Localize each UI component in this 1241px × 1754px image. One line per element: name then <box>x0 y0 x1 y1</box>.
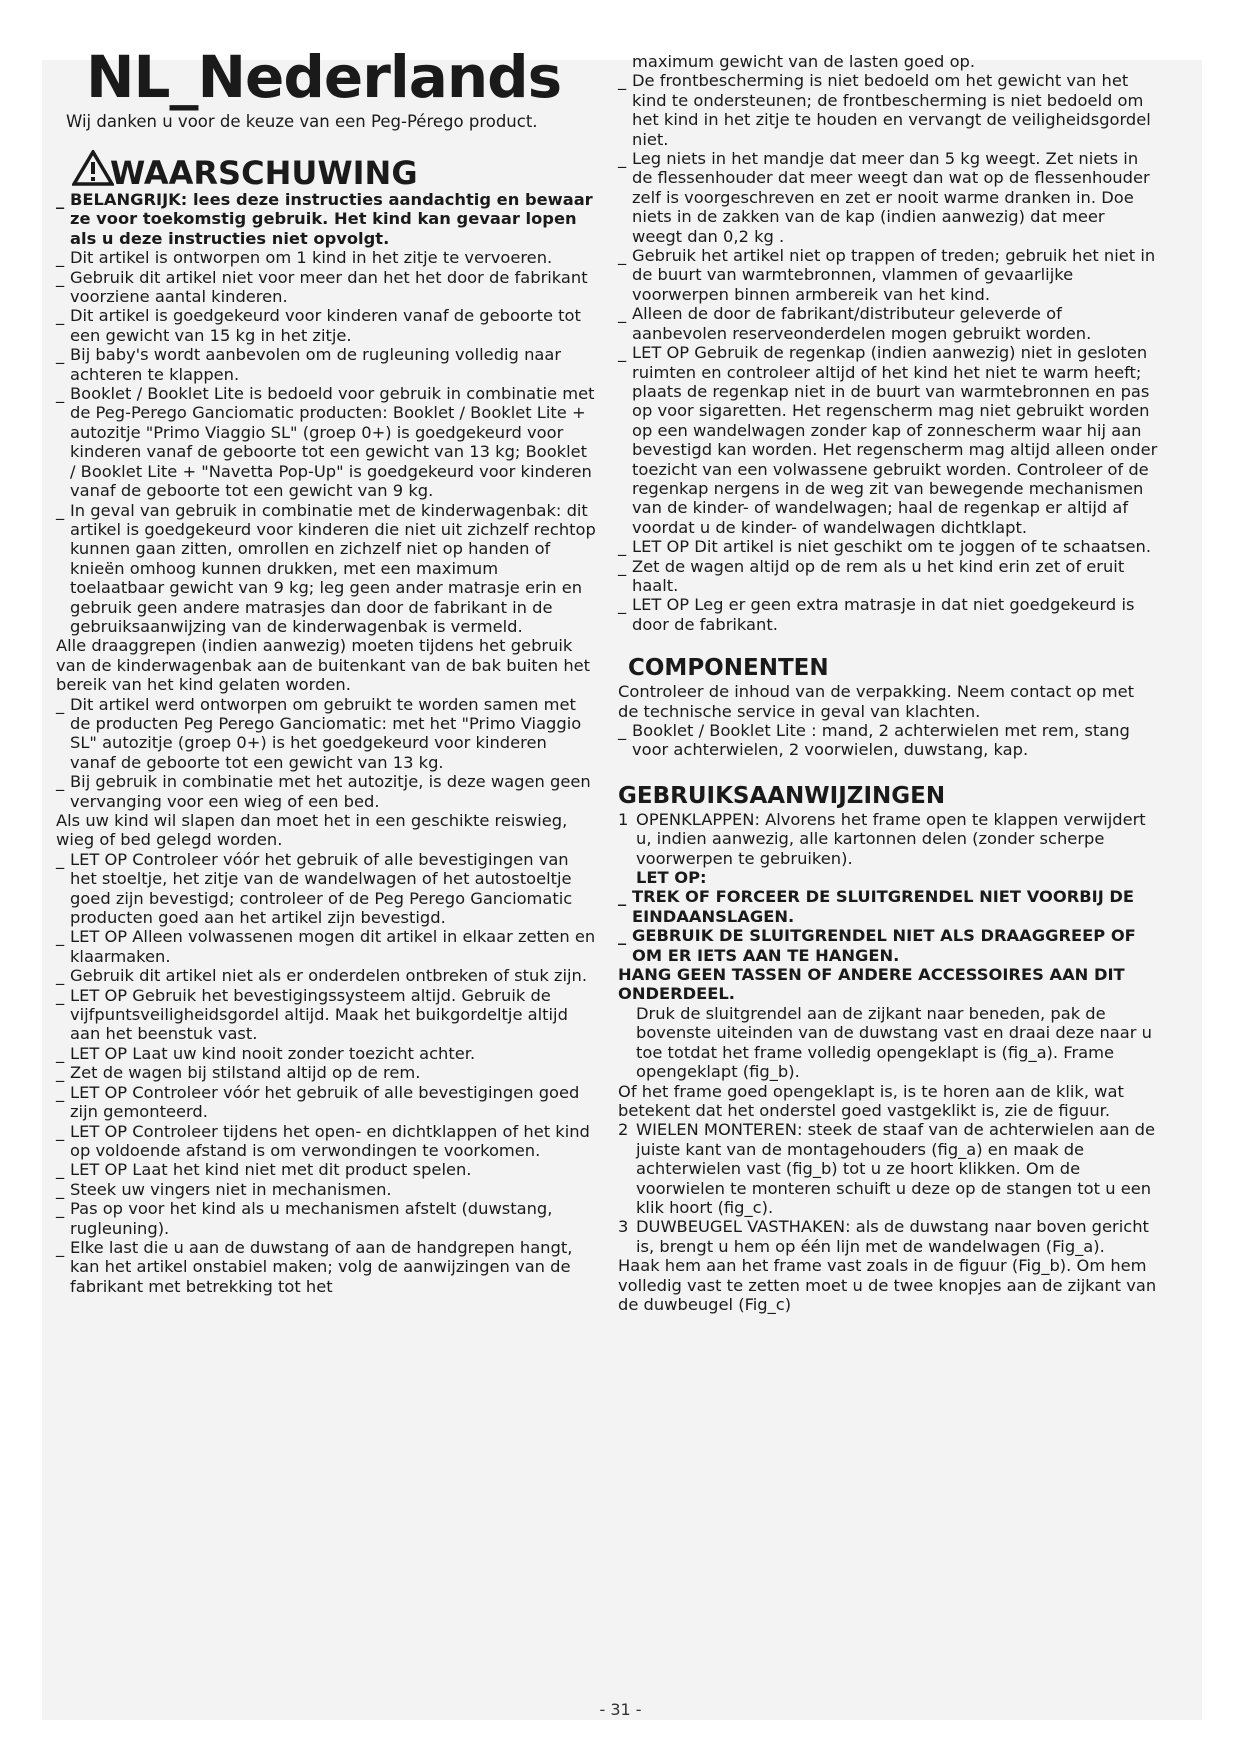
warning-list-item: _ LET OP Dit artikel is niet geschikt om te joggen of te schaatsen. <box>618 537 1158 556</box>
step-number: 3 <box>618 1217 629 1237</box>
letop-label: LET OP: <box>636 868 707 888</box>
components-item: _ Booklet / Booklet Lite : mand, 2 achterwielen met rem, stang voor achterwielen, 2 voorwielen, duwstang, kap. <box>618 721 1158 760</box>
warning-list-item: _ Pas op voor het kind als u mechanismen afstelt (duwstang, rugleuning). <box>56 1199 596 1238</box>
warning-list-item: _ LET OP Laat het kind niet met dit product spelen. <box>56 1160 596 1179</box>
page-title: NL_Nederlands <box>86 43 562 111</box>
components-heading: COMPONENTEN <box>628 655 829 682</box>
warning-list-item: _ Zet de wagen altijd op de rem als u het kind erin zet of eruit haalt. <box>618 557 1158 596</box>
warning-list-item: _ Bij gebruik in combinatie met het autozitje, is deze wagen geen vervanging voor een wieg of een bed. <box>56 772 596 811</box>
usage-step-2 <box>618 1120 1158 1217</box>
warning-list-item: _ Gebruik dit artikel niet voor meer dan het het door de fabrikant voorziene aantal kinderen. <box>56 268 596 307</box>
warning-list-item: _ LET OP Leg er geen extra matrasje in dat niet goedgekeurd is door de fabrikant. <box>618 595 1158 634</box>
usage-text: Haak hem aan het frame vast zoals in de figuur (Fig_b). Om hem volledig vast te zetten moet u de twee knopjes aan de zijkant van de duwbeugel (Fig_c) <box>618 1256 1157 1314</box>
warning-list-item: _ Zet de wagen bij stilstand altijd op de rem. <box>56 1063 596 1082</box>
warning-list-item: _ Elke last die u aan de duwstang of aan de handgrepen hangt, kan het artikel onstabiel maken; volg de aanwijzingen van de fabrikant met betrekking tot het <box>56 1238 596 1296</box>
warning-icon <box>72 150 114 191</box>
warning-list-item: _ Dit artikel is ontworpen om 1 kind in het zitje te vervoeren. <box>56 248 596 267</box>
warning-list-item: _ Steek uw vingers niet in mechanismen. <box>56 1180 596 1199</box>
usage-text: Druk de sluitgrendel aan de zijkant naar beneden, pak de bovenste uiteinden van de duwstang vast en draai deze naar u toe totdat het frame volledig opengeklapt is (fig_a). Frame opengeklapt (fig_b). <box>636 1003 1152 1082</box>
warning-list-item: _ Alleen de door de fabrikant/distributeur geleverde of aanbevolen reserveonderdelen mogen gebruikt worden. <box>618 304 1158 343</box>
usage-heading: GEBRUIKSAANWIJZINGEN <box>618 782 946 809</box>
right-list <box>618 52 1158 634</box>
usage-warning: HANG GEEN TASSEN OF ANDERE ACCESSOIRES AAN DIT ONDERDEEL. <box>618 965 1125 1004</box>
right-column <box>618 52 1158 1314</box>
warning-list-item: _ LET OP Controleer tijdens het open- en dichtklappen of het kind op voldoende afstand is om verwondingen te voorkomen. <box>56 1122 596 1161</box>
warning-list-item: _ LET OP Gebruik het bevestigingssysteem altijd. Gebruik de vijfpuntsveiligheidsgordel altijd. Maak het buikgordeltje altijd aan het beenstuk vast. <box>56 986 596 1044</box>
warning-text: maximum gewicht van de lasten goed op. <box>632 52 976 71</box>
warning-list-item: _ Gebruik het artikel niet op trappen of treden; gebruik het niet in de buurt van warmtebronnen, vlammen of gevaarlijke voorwerpen binnen armbereik van het kind. <box>618 246 1158 304</box>
warning-list-item: _ Gebruik dit artikel niet als er onderdelen ontbreken of stuk zijn. <box>56 966 596 985</box>
warning-list-item: _ In geval van gebruik in combinatie met de kinderwagenbak: dit artikel is goedgekeurd voor kinderen die niet uit zichzelf rechtop kunnen gaan zitten, omrollen en zichzelf niet op handen of knieën omhoog kunnen drukken, met een maximum toelaatbaar gewicht van 9 kg; leg geen ander matrasje erin en gebruik geen andere matrasjes dan door de fabrikant in de gebruiksaanwijzing van de kinderwagenbak is vermeld. <box>56 501 596 637</box>
warning-title: WAARSCHUWING <box>110 154 418 192</box>
warning-list-item: _ LET OP Gebruik de regenkap (indien aanwezig) niet in gesloten ruimten en controleer altijd of het kind het niet te warm heeft; plaats de regenkap niet in de buurt van warmtebronnen en pas op voor sigaretten. Het regenscherm mag niet gebruikt worden op een wandelwagen zonder kap of zonnescherm waar hij aan bevestigd kan worden. Het regenscherm mag altijd alleen onder toezicht van een volwassene gebruikt worden. Controleer of de regenkap nergens in de weg zit van bewegende mechanismen van de kinder- of wandelwagen; haal de regenkap er altijd af voordat u de kinder- of wandelwagen dichtklapt. <box>618 343 1158 537</box>
warning-list-item: _ LET OP Alleen volwassenen mogen dit artikel in elkaar zetten en klaarmaken. <box>56 927 596 966</box>
step-text: DUWBEUGEL VASTHAKEN: als de duwstang naar boven gericht is, brengt u hem op één lijn met de wandelwagen (Fig_a). <box>636 1217 1149 1256</box>
warning-list-item: _ De frontbescherming is niet bedoeld om het gewicht van het kind te ondersteunen; de frontbescherming is niet bedoeld om het kind in het zitje te houden en vervangt de veiligheidsgordel niet. <box>618 71 1158 149</box>
warning-list-item: _ Bij baby's wordt aanbevolen om de rugleuning volledig naar achteren te klappen. <box>56 345 596 384</box>
thanks-text: Wij danken u voor de keuze van een Peg-Pérego product. <box>66 112 538 131</box>
usage-step-3 <box>618 1217 1158 1256</box>
warning-list-item: _ LET OP Controleer vóór het gebruik of alle bevestigingen van het stoeltje, het zitje van de wandelwagen of het autostoeltje goed zijn bevestigd; controleer of de Peg Perego Ganciomatic producten goed aan het artikel zijn bevestigd. <box>56 850 596 928</box>
step-number: 2 <box>618 1120 629 1140</box>
warning-heading <box>72 150 418 191</box>
step-text: OPENKLAPPEN: Alvorens het frame open te klappen verwijdert u, indien aanwezig, alle kartonnen delen (zonder scherpe voorwerpen te gebruiken). <box>636 809 1146 868</box>
warning-list-item: _ Leg niets in het mandje dat meer dan 5 kg weegt. Zet niets in de flessenhouder dat meer weegt dan wat op de flessenhouder zelf is voorgeschreven en zet er nooit warme dranken in. Doe niets in de zakken van de kap (indien aanwezig) dat meer weegt dan 0,2 kg . <box>618 149 1158 246</box>
warning-text: Als uw kind wil slapen dan moet het in een geschikte reiswieg, wieg of bed gelegd worden. <box>56 811 568 850</box>
usage-warning: _ GEBRUIK DE SLUITGRENDEL NIET ALS DRAAGGREEP OF OM ER IETS AAN TE HANGEN. <box>618 926 1158 965</box>
usage-text: Of het frame goed opengeklapt is, is te horen aan de klik, wat betekent dat het onderstel goed vastgeklikt is, zie de figuur. <box>618 1081 1124 1120</box>
warning-list-item: _ Dit artikel werd ontworpen om gebruikt te worden samen met de producten Peg Perego Ganciomatic: met het "Primo Viaggio SL" autozitje (groep 0+) is het goedgekeurd voor kinderen vanaf de geboorte tot een gewicht van 13 kg. <box>56 695 596 773</box>
components-intro: Controleer de inhoud van de verpakking. Neem contact op met de technische service in geval van klachten. <box>618 682 1134 721</box>
warning-list-item: _ Dit artikel is goedgekeurd voor kinderen vanaf de geboorte tot een gewicht van 15 kg in het zitje. <box>56 306 596 345</box>
left-column <box>56 190 596 1296</box>
page-number: - 31 - <box>599 1700 642 1719</box>
step-text: WIELEN MONTEREN: steek de staaf van de achterwielen aan de juiste kant van de montagehouders (fig_a) en maak de achterwielen vast (fig_b) tot u ze hoort klikken. Om de voorwielen te monteren schuift u deze op de stangen tot u een klik hoort (fig_c). <box>636 1120 1156 1217</box>
warning-list-item: _ Booklet / Booklet Lite is bedoeld voor gebruik in combinatie met de Peg-Perego Ganciomatic producten: Booklet / Booklet Lite + autozitje "Primo Viaggio SL" (groep 0+) is goedgekeurd voor kinderen vanaf de geboorte tot een gewicht van 13 kg; Booklet / Booklet Lite + "Navetta Pop-Up" is goedgekeurd voor kinderen vanaf de geboorte tot een gewicht van 9 kg. <box>56 384 596 500</box>
usage-step-1 <box>618 810 1158 868</box>
warning-list-item: _ LET OP Controleer vóór het gebruik of alle bevestigingen goed zijn gemonteerd. <box>56 1083 596 1122</box>
step-number: 1 <box>618 809 629 829</box>
warning-list-item: _ LET OP Laat uw kind nooit zonder toezicht achter. <box>56 1044 596 1063</box>
warning-list-item: _ BELANGRIJK: lees deze instructies aandachtig en bewaar ze voor toekomstig gebruik. Het kind kan gevaar lopen als u deze instructies niet opvolgt. <box>56 190 596 248</box>
warning-text: Alle draaggrepen (indien aanwezig) moeten tijdens het gebruik van de kinderwagenbak aan de buitenkant van de bak buiten het bereik van het kind gelaten worden. <box>56 636 591 695</box>
usage-warning: _ TREK OF FORCEER DE SLUITGRENDEL NIET VOORBIJ DE EINDAANSLAGEN. <box>618 887 1158 926</box>
